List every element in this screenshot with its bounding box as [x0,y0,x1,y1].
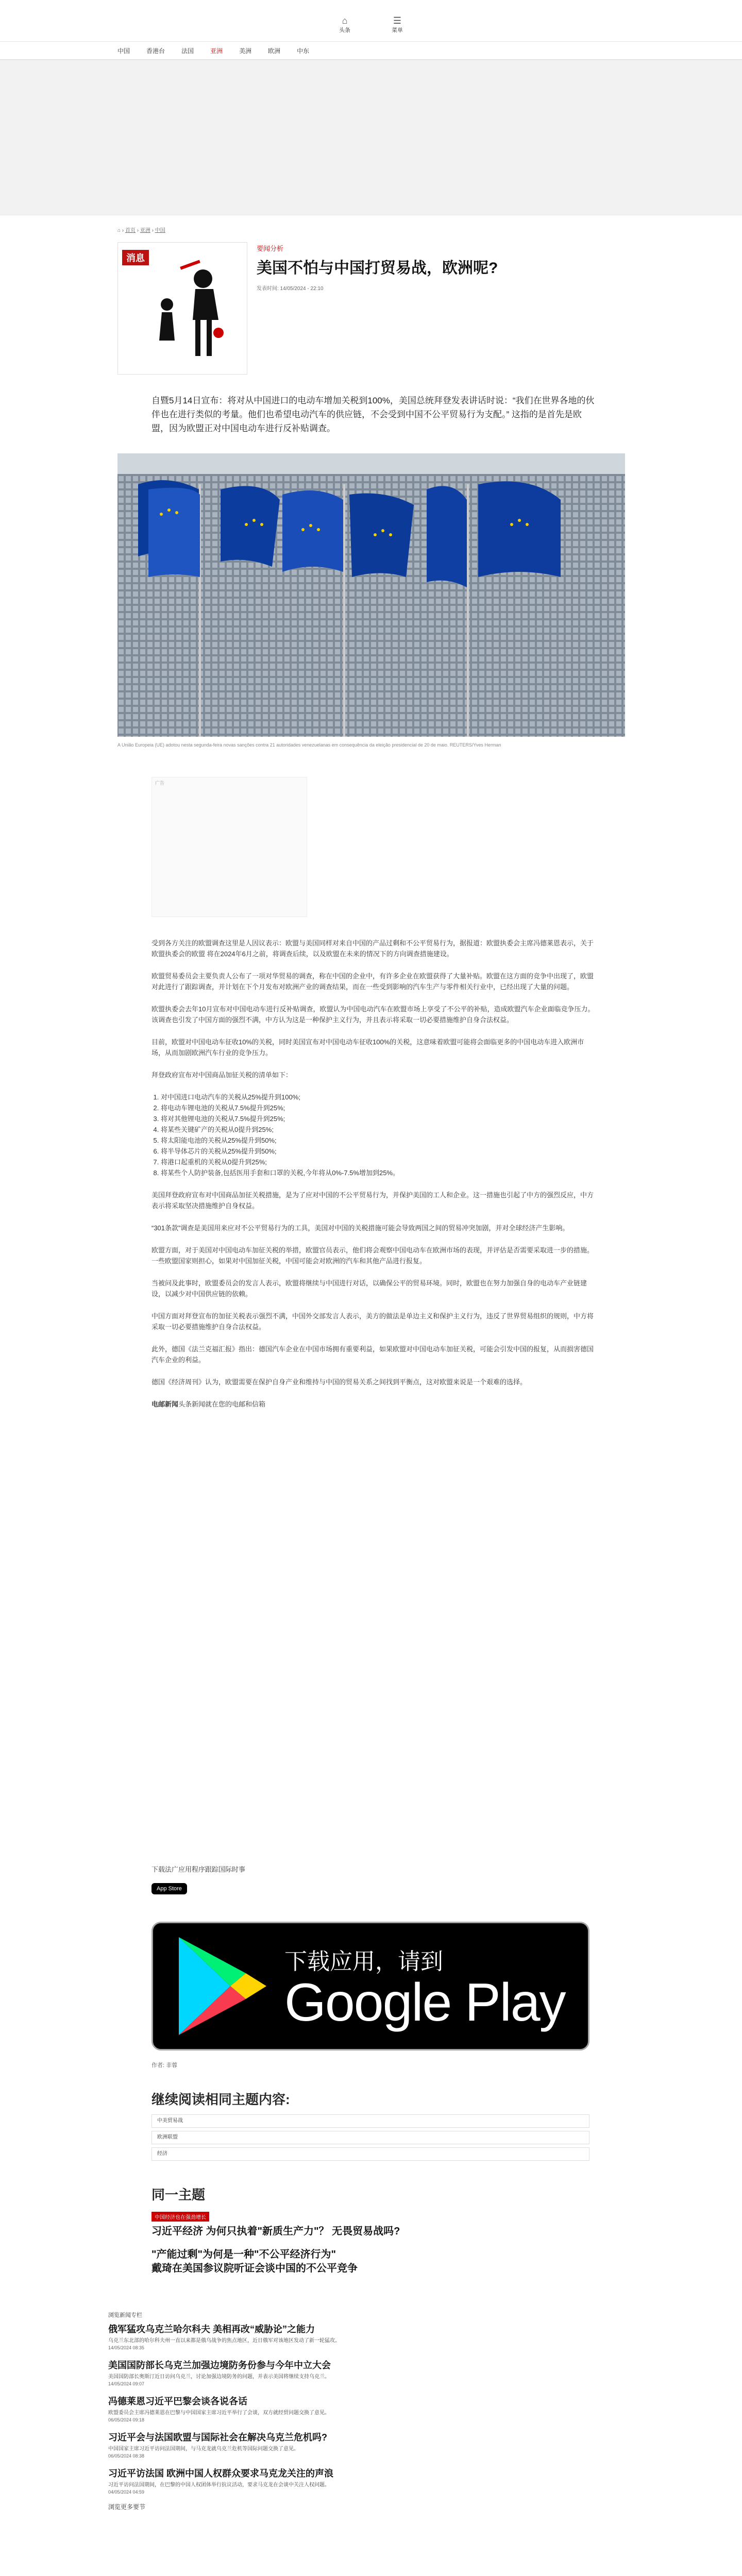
list-item: 2. 将电动车锂电池的关税从7.5%提升到25%; [161,1103,595,1113]
list-item: 1. 对中国进口电动汽车的关税从25%提升到100%; [161,1092,595,1103]
home-icon: ⌂ [342,15,348,26]
home-nav[interactable]: ⌂ 头条 [339,15,350,33]
topic-link[interactable]: 经济 [151,2147,589,2161]
breadcrumb-link[interactable]: 中国 [155,228,165,233]
thumbnail-image [117,242,247,375]
topic-link[interactable]: 欧洲联盟 [151,2131,589,2144]
kicker[interactable]: 要闻分析 [257,245,284,252]
paragraph: 欧盟执委会去年10月宣布对中国电动车进行反补贴调查，欧盟认为中国电动汽车在欧盟市场上享受了不公平的补贴，造成欧盟汽车企业面临竞争压力。该调查也引发了中国方面的强烈不满，中方认为这是一种保护主义行为，并且表示将采取一切必要措施维护自身合法权益。 [151,1005,595,1024]
article-lead: 自暨5月14日宣布：将对从中国进口的电动车增加关税到100%，美国总统拜登发表讲话时说：“我们在世界各地的伙伴也在进行类似的考量。他们也希望电动汽车的供应链，不会受到中国不公平贸易行为支配。” 这指的是首先是欧盟，因为欧盟正对中国电动车进行反补贴调查。 [151,396,595,433]
paragraph: 中国方面对拜登宣布的加征关税表示强烈不满，中国外交部发言人表示，美方的做法是单边主义和保护主义行为，违反了世界贸易组织的规则，中方将采取一切必要措施维护自身合法权益。 [151,1312,594,1331]
list-item: 3. 将对其他锂电池的关税从7.5%提升到25%; [161,1113,595,1124]
eu-building-photo [117,453,625,737]
publish-date: 发表时间: 14/05/2024 - 22:10 [257,286,324,292]
paragraph: 目前，欧盟对中国电动车征收10%的关税，同时美国宣布对中国电动车征收100%的关税，这意味着欧盟可能将会面临更多的中国电动车进入欧洲市场，从而加剧欧洲汽车行业的竞争压力。 [151,1038,584,1057]
list-item[interactable]: 习近平会与法国欧盟与国际社会在解决乌克兰危机吗? 中国国家主席习近平访问法国期间，与马克龙就乌克兰危机等国际问题交换了意见。 06/05/2024 08:38 [108,2432,327,2459]
page-title: 美国不怕与中国打贸易战，欧洲呢? [257,260,498,277]
top-nav [0,0,742,42]
menu-nav[interactable]: ☰ 菜单 [392,15,403,33]
paragraph: 德国《经济周刊》认为，欧盟需要在保护自身产业和维持与中国的贸易关系之间找到平衡点，这对欧盟来说是一个艰难的选择。 [151,1378,527,1386]
section-link[interactable]: 中东 [297,47,310,55]
app-store-button[interactable]: App Store [151,1883,187,1894]
section-link[interactable]: 美洲 [239,47,252,55]
google-play-button[interactable]: 下载应用，请到 Google Play [151,1922,589,2050]
same-topic-heading: 同一主题 [151,2187,206,2202]
article-photo [117,453,625,737]
story-kicker: 中国经济也在强劲增长 [151,2212,209,2222]
section-link[interactable]: 香港台 [146,47,165,55]
newsletter-signoff: 电邮新闻头条新闻就在您的电邮和信箱 [151,1400,266,1408]
list-item[interactable]: 习近平访法国 欧洲中国人权群众要求马克龙关注的声浪 习近平访问法国期间，在巴黎的中国人权团体举行抗议活动，要求马克龙在会谈中关注人权问题。 04/05/2024 04:59 [108,2468,333,2495]
breadcrumb-link[interactable]: 亚洲 [140,228,150,233]
top-ad-band [0,60,742,215]
paragraph: 此外，德国《法兰克福汇报》指出：德国汽车企业在中国市场拥有重要利益，如果欧盟对中国电动车加征关税，可能会引发中国的报复，从而损害德国汽车企业的利益。 [151,1345,594,1364]
topic-link[interactable]: 中美贸易战 [151,2114,589,2128]
paragraph: “301条款”调查是美国用来应对不公平贸易行为的工具，美国对中国的关税措施可能会导致两国之间的贸易冲突加剧，并对全球经济产生影响。 [151,1224,569,1232]
story-link[interactable]: 戴琦在美国参议院听证会谈中国的不公平竞争 [151,2263,358,2274]
download-title: 下载法广应用程序跟踪国际时事 [151,1866,246,1873]
photo-caption: A União Europeia (UE) adotou nesta segunda-feira novas sanções contra 21 autoridades venezuelanas em consequência da eleição presidencial de 20 de maio. REUTERS/Yves Herman [117,742,501,748]
list-item[interactable]: 俄军猛攻乌克兰哈尔科夫 美相再改“威胁论”之能力 乌克兰东北部的哈尔科夫州一直以来都是俄乌战争的焦点地区，近日俄军对该地区发动了新一轮猛攻。 14/05/2024 08:35 [108,2324,340,2350]
more-link[interactable]: 浏览更多要节 [108,2503,146,2511]
news-feed [108,2311,531,2511]
section-link[interactable]: 中国 [117,47,130,55]
tariff-list [151,1092,595,1178]
section-bar [0,42,742,60]
same-topic [151,2184,589,2285]
menu-icon: ☰ [393,15,402,26]
paragraph: 当被问及此事时，欧盟委员会的发言人表示，欧盟将继续与中国进行对话，以确保公平的贸易环境。同时，欧盟也在努力加强自身的电动车产业链建设，以减少对中国供应链的依赖。 [151,1279,587,1298]
list-item[interactable]: 冯德莱恩习近平巴黎会谈各说各话 欧盟委员会主席冯德莱恩在巴黎与中国国家主席习近平举行了会谈，双方就经贸问题交换了意见。 06/05/2024 09:18 [108,2396,330,2422]
list-item: 5. 将太阳能电池的关税从25%提升到50%; [161,1135,595,1146]
feed-title: 浏览新闻专栏 [108,2312,142,2318]
article-header [117,242,625,374]
list-item[interactable]: 美国国防部长乌克兰加强边境防务份参与今年中立大会 美国国防部长奥斯汀近日访问乌克兰，讨论加强边境防务的问题，并表示美国将继续支持乌克兰。 14/05/2024 09:07 [108,2360,331,2386]
section-link[interactable]: 亚洲 [210,47,223,55]
breadcrumb: ⌂ › 首页 › 亚洲 › 中国 [117,228,165,233]
breadcrumb-link[interactable]: 首页 [125,228,136,233]
story-link[interactable]: 习近平经济 为何只执着"新质生产力"？ 无畏贸易战吗? [151,2226,400,2237]
related-heading: 继续阅读相同主题内容: [151,2092,290,2107]
story-link[interactable]: "产能过剩"为何是一种"不公平经济行为" [151,2249,336,2260]
list-item: 4. 将某些关键矿产的关税从0提升到25%; [161,1124,595,1135]
paragraph: 欧盟方面，对于美国对中国电动车加征关税的举措，欧盟官员表示，他们将会观察中国电动车在欧洲市场的表现，并评估是否需要采取进一步的措施。一些欧盟国家则担心，如果对中国加征关税，中国可能会对欧洲的汽车和其他产品进行报复。 [151,1246,594,1265]
section-link[interactable]: 欧洲 [268,47,281,55]
inline-ad: 广告 [151,777,307,917]
article-body [151,938,595,1421]
home-icon[interactable]: ⌂ [117,228,121,233]
list-item: 7. 将港口起重机的关税从0提升到25%; [161,1157,595,1167]
list-item: 8. 将某些个人防护装备,包括医用手套和口罩的关税,今年将从0%-7.5%增加到25%。 [161,1167,595,1178]
paragraph: 受到各方关注的欧盟调查这里是人因议表示：欧盟与美国同样对来自中国的产品过剩和不公平贸易行为，据报道：欧盟执委会主席冯德莱恩表示，关于欧盟执委会的欧盟 将在2024年6月之前，将调查后续，以及欧盟在未来的情况下的方向调查措施建设。 [151,939,594,958]
related-topics [151,2089,589,2164]
section-link[interactable]: 法国 [181,47,194,55]
list-item: 6. 将半导体芯片的关税从25%提升到50%; [161,1146,595,1157]
paragraph: 欧盟贸易委员会主要负责人公布了一项对华贸易的调查，称在中国的企业中，有许多企业在欧盟获得了大量补贴。欧盟在这方面的竞争中出现了，欧盟对此进行了跟踪调查，并计划在下个月发布对欧洲产业的调查结果，而在一些受到影响的汽车生产与零件相关行业中，已经出现了大量的问题。 [151,972,594,991]
google-play-icon [174,1935,272,2038]
author: 作者: 非蓉 [151,2062,178,2069]
paragraph: 拜登政府宣布对中国商品加征关税的清单如下： [151,1071,293,1079]
thumbnail-tag: 消息 [122,250,149,265]
download-box [151,1864,595,1894]
paragraph: 美国拜登政府宣布对中国商品加征关税措施，是为了应对中国的不公平贸易行为，并保护美国的工人和企业。这一措施也引起了中方的强烈反应，中方表示将采取坚决措施维护自身权益。 [151,1191,594,1210]
